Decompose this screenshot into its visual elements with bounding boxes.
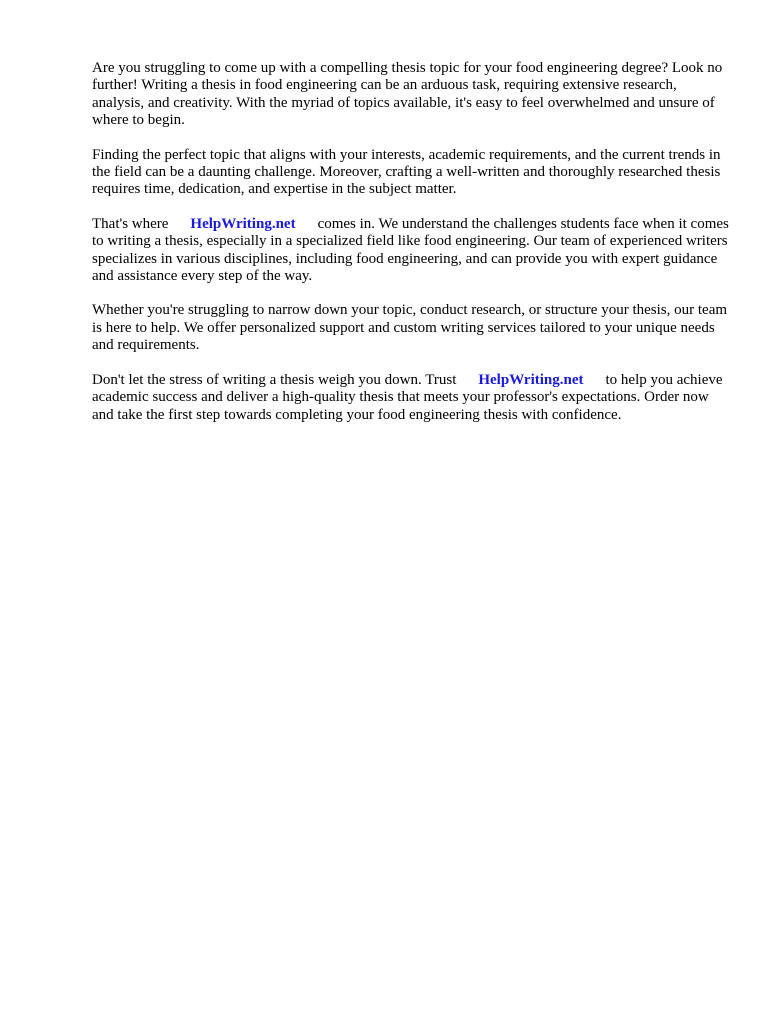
helpwriting-link[interactable]: HelpWriting.net (190, 215, 296, 232)
paragraph-text-before-link: That's where (92, 215, 169, 232)
paragraph-call-to-action (92, 372, 732, 424)
paragraph-text-before-link: Don't let the stress of writing a thesis weigh you down. Trust (92, 371, 457, 388)
paragraph-text-after-link: to help you achieve academic success and deliver a high-quality thesis that meets your professor's expectations. Order now and take the first step towards completing your food engineering thesis with confidence. (92, 371, 723, 423)
helpwriting-link[interactable]: HelpWriting.net (478, 371, 584, 388)
paragraph-topic-challenge: Finding the perfect topic that aligns with your interests, academic requirements, and the current trends in the field can be a daunting challenge. Moreover, crafting a well-written and thoroughly researched thesis requires time, dedication, and expertise in the subject matter. (92, 146, 721, 198)
document-body (92, 60, 732, 441)
paragraph-service-intro (92, 216, 732, 286)
paragraph-support: Whether you're struggling to narrow down your topic, conduct research, or structure your thesis, our team is here to help. We offer personalized support and custom writing services tailored to your unique needs and requirements. (92, 302, 728, 354)
paragraph-text-after-link: comes in. We understand the challenges students face when it comes to writing a thesis, especially in a specialized field like food engineering. Our team of experienced writers specializes in various disciplines, including food engineering, and can provide you with expert guidance and assistance every step of the way. (92, 215, 729, 285)
paragraph-intro: Are you struggling to come up with a compelling thesis topic for your food engineering degree? Look no further! Writing a thesis in food engineering can be an arduous task, requiring extensive research, analysis, and creativity. With the myriad of topics available, it's easy to feel overwhelmed and unsure of where to begin. (92, 60, 723, 129)
